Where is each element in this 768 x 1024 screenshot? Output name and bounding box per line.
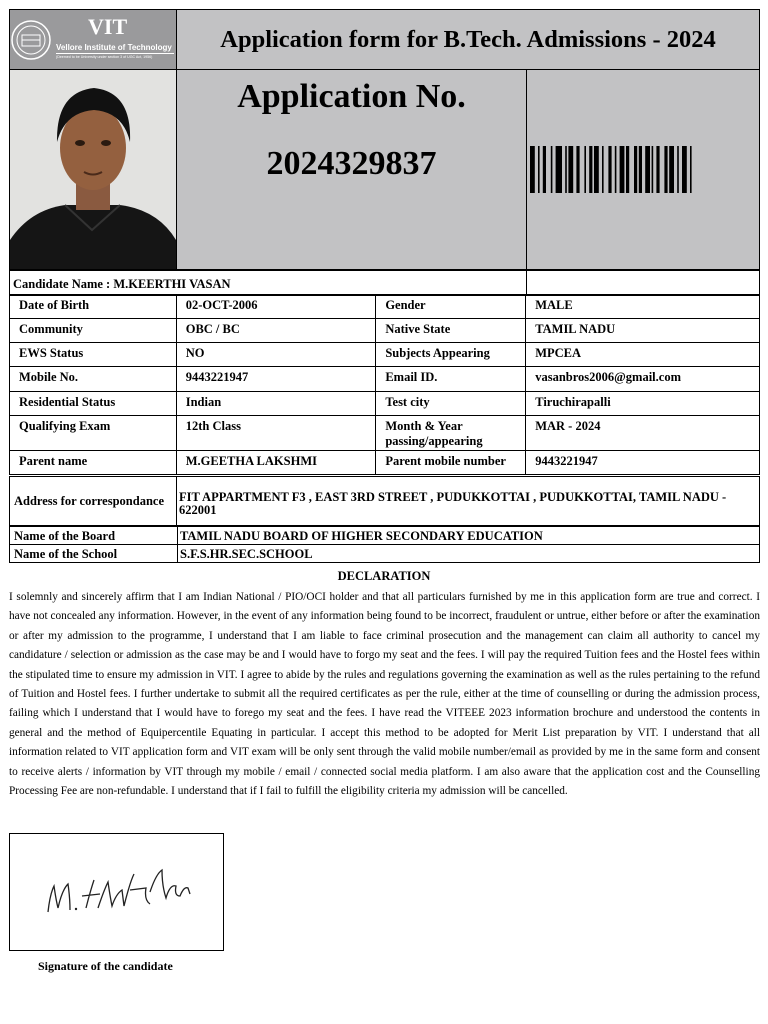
detail-label: Month & Year passing/appearing bbox=[376, 416, 526, 451]
table-row bbox=[10, 295, 760, 319]
table-row bbox=[10, 392, 760, 416]
detail-value: OBC / BC bbox=[176, 319, 376, 343]
details-table bbox=[9, 294, 760, 475]
logo-tagline: (Deemed to be University under section 3 of UGC Act, 1956) bbox=[56, 55, 153, 59]
detail-value: Indian bbox=[176, 392, 376, 416]
detail-label: Subjects Appearing bbox=[376, 343, 526, 367]
detail-value: MALE bbox=[526, 295, 760, 319]
table-row bbox=[10, 343, 760, 367]
detail-label: Email ID. bbox=[376, 367, 526, 392]
table-row bbox=[10, 451, 760, 475]
detail-value: NO bbox=[176, 343, 376, 367]
form-title: Application form for B.Tech. Admissions - 2024 bbox=[176, 9, 760, 70]
signature-image bbox=[10, 834, 223, 950]
school-label: Name of the School bbox=[14, 547, 118, 561]
school-value: S.F.S.HR.SEC.SCHOOL bbox=[180, 547, 313, 561]
detail-label: Mobile No. bbox=[10, 367, 177, 392]
logo-subtitle: Vellore Institute of Technology bbox=[56, 43, 172, 52]
signature-label: Signature of the candidate bbox=[38, 959, 173, 973]
detail-label: Parent mobile number bbox=[376, 451, 526, 475]
detail-label: Date of Birth bbox=[10, 295, 177, 319]
table-row bbox=[10, 416, 760, 451]
detail-label: Parent name bbox=[10, 451, 177, 475]
board-value: TAMIL NADU BOARD OF HIGHER SECONDARY EDUCATION bbox=[180, 529, 543, 543]
candidate-name-row bbox=[9, 270, 760, 296]
detail-label: Gender bbox=[376, 295, 526, 319]
application-number-value: 2024329837 bbox=[266, 145, 437, 182]
vit-logo bbox=[9, 9, 177, 70]
detail-label: Test city bbox=[376, 392, 526, 416]
detail-label: EWS Status bbox=[10, 343, 177, 367]
detail-value: MPCEA bbox=[526, 343, 760, 367]
detail-label: Qualifying Exam bbox=[10, 416, 177, 451]
detail-value: vasanbros2006@gmail.com bbox=[526, 367, 760, 392]
application-number-panel bbox=[176, 69, 527, 270]
school-row bbox=[9, 544, 760, 563]
declaration-text: I solemnly and sincerely affirm that I am Indian National / PIO/OCI holder and that all particulars furnished by me in this application form are true and correct. I have not concealed any information. However, in the event of any information being found to be incorrect, fraudulent or untrue, either before or after the examination or after my admission to the programme, I understand that I am liable to face criminal prosecution and the management can claim all authority to cancel my candidature / selection or admission as the case may be and I would have to forgo my seat and the fees. I will pay the required Tuition fees and the Hostel fees within the stipulated time to ensure my admission in VIT. I agree to abide by the rules and regulations governing the examination as well as the rules pertaining to the refund of Tuition and Hostel fees. I further undertake to submit all the required certificates as per the rule, either at the time of counselling or during the admission process, failing which I understand that I would have to forego my seat and the fees. I have read the VITEEE 2023 information brochure and understood the contents in general and the method of Equipercentile Equating in particular. I accept this method to be adopted for Merit List preparation by VIT. I understand that all information related to VIT application form and VIT exam will be only sent through the valid mobile number/email as provided by me in the same form and consent to receive alerts / information by VIT through my mobile / email / connected social media platform. I am also aware that the application cost and the Counselling Processing Fee are non-refundable. I understand that if I fail to fulfill the eligibility criteria my admission will be cancelled. bbox=[9, 591, 760, 798]
detail-label: Native State bbox=[376, 319, 526, 343]
table-row bbox=[10, 367, 760, 392]
detail-value: 9443221947 bbox=[176, 367, 376, 392]
table-row bbox=[10, 319, 760, 343]
signature-box bbox=[9, 833, 224, 951]
barcode-panel bbox=[526, 69, 760, 270]
detail-value: Tiruchirapalli bbox=[526, 392, 760, 416]
detail-value: 02-OCT-2006 bbox=[176, 295, 376, 319]
detail-label: Community bbox=[10, 319, 177, 343]
detail-value: TAMIL NADU bbox=[526, 319, 760, 343]
address-row bbox=[9, 476, 760, 526]
detail-value: MAR - 2024 bbox=[526, 416, 760, 451]
board-label: Name of the Board bbox=[14, 529, 116, 543]
declaration-title: DECLARATION bbox=[337, 569, 431, 583]
detail-value: 9443221947 bbox=[526, 451, 760, 475]
application-number-label: Application No. bbox=[237, 78, 466, 115]
address-value: FIT APPARTMENT F3 , EAST 3RD STREET , PUDUKKOTTAI , PUDUKKOTTAI, TAMIL NADU - 622001 bbox=[179, 490, 727, 517]
candidate-name: Candidate Name : M.KEERTHI VASAN bbox=[13, 277, 231, 291]
logo-text: VIT bbox=[88, 14, 128, 39]
barcode-icon bbox=[527, 70, 759, 269]
address-label: Address for correspondance bbox=[10, 477, 177, 525]
detail-label: Residential Status bbox=[10, 392, 177, 416]
board-row bbox=[9, 526, 760, 545]
detail-value: M.GEETHA LAKSHMI bbox=[176, 451, 376, 475]
detail-value: 12th Class bbox=[176, 416, 376, 451]
candidate-photo bbox=[9, 69, 177, 270]
